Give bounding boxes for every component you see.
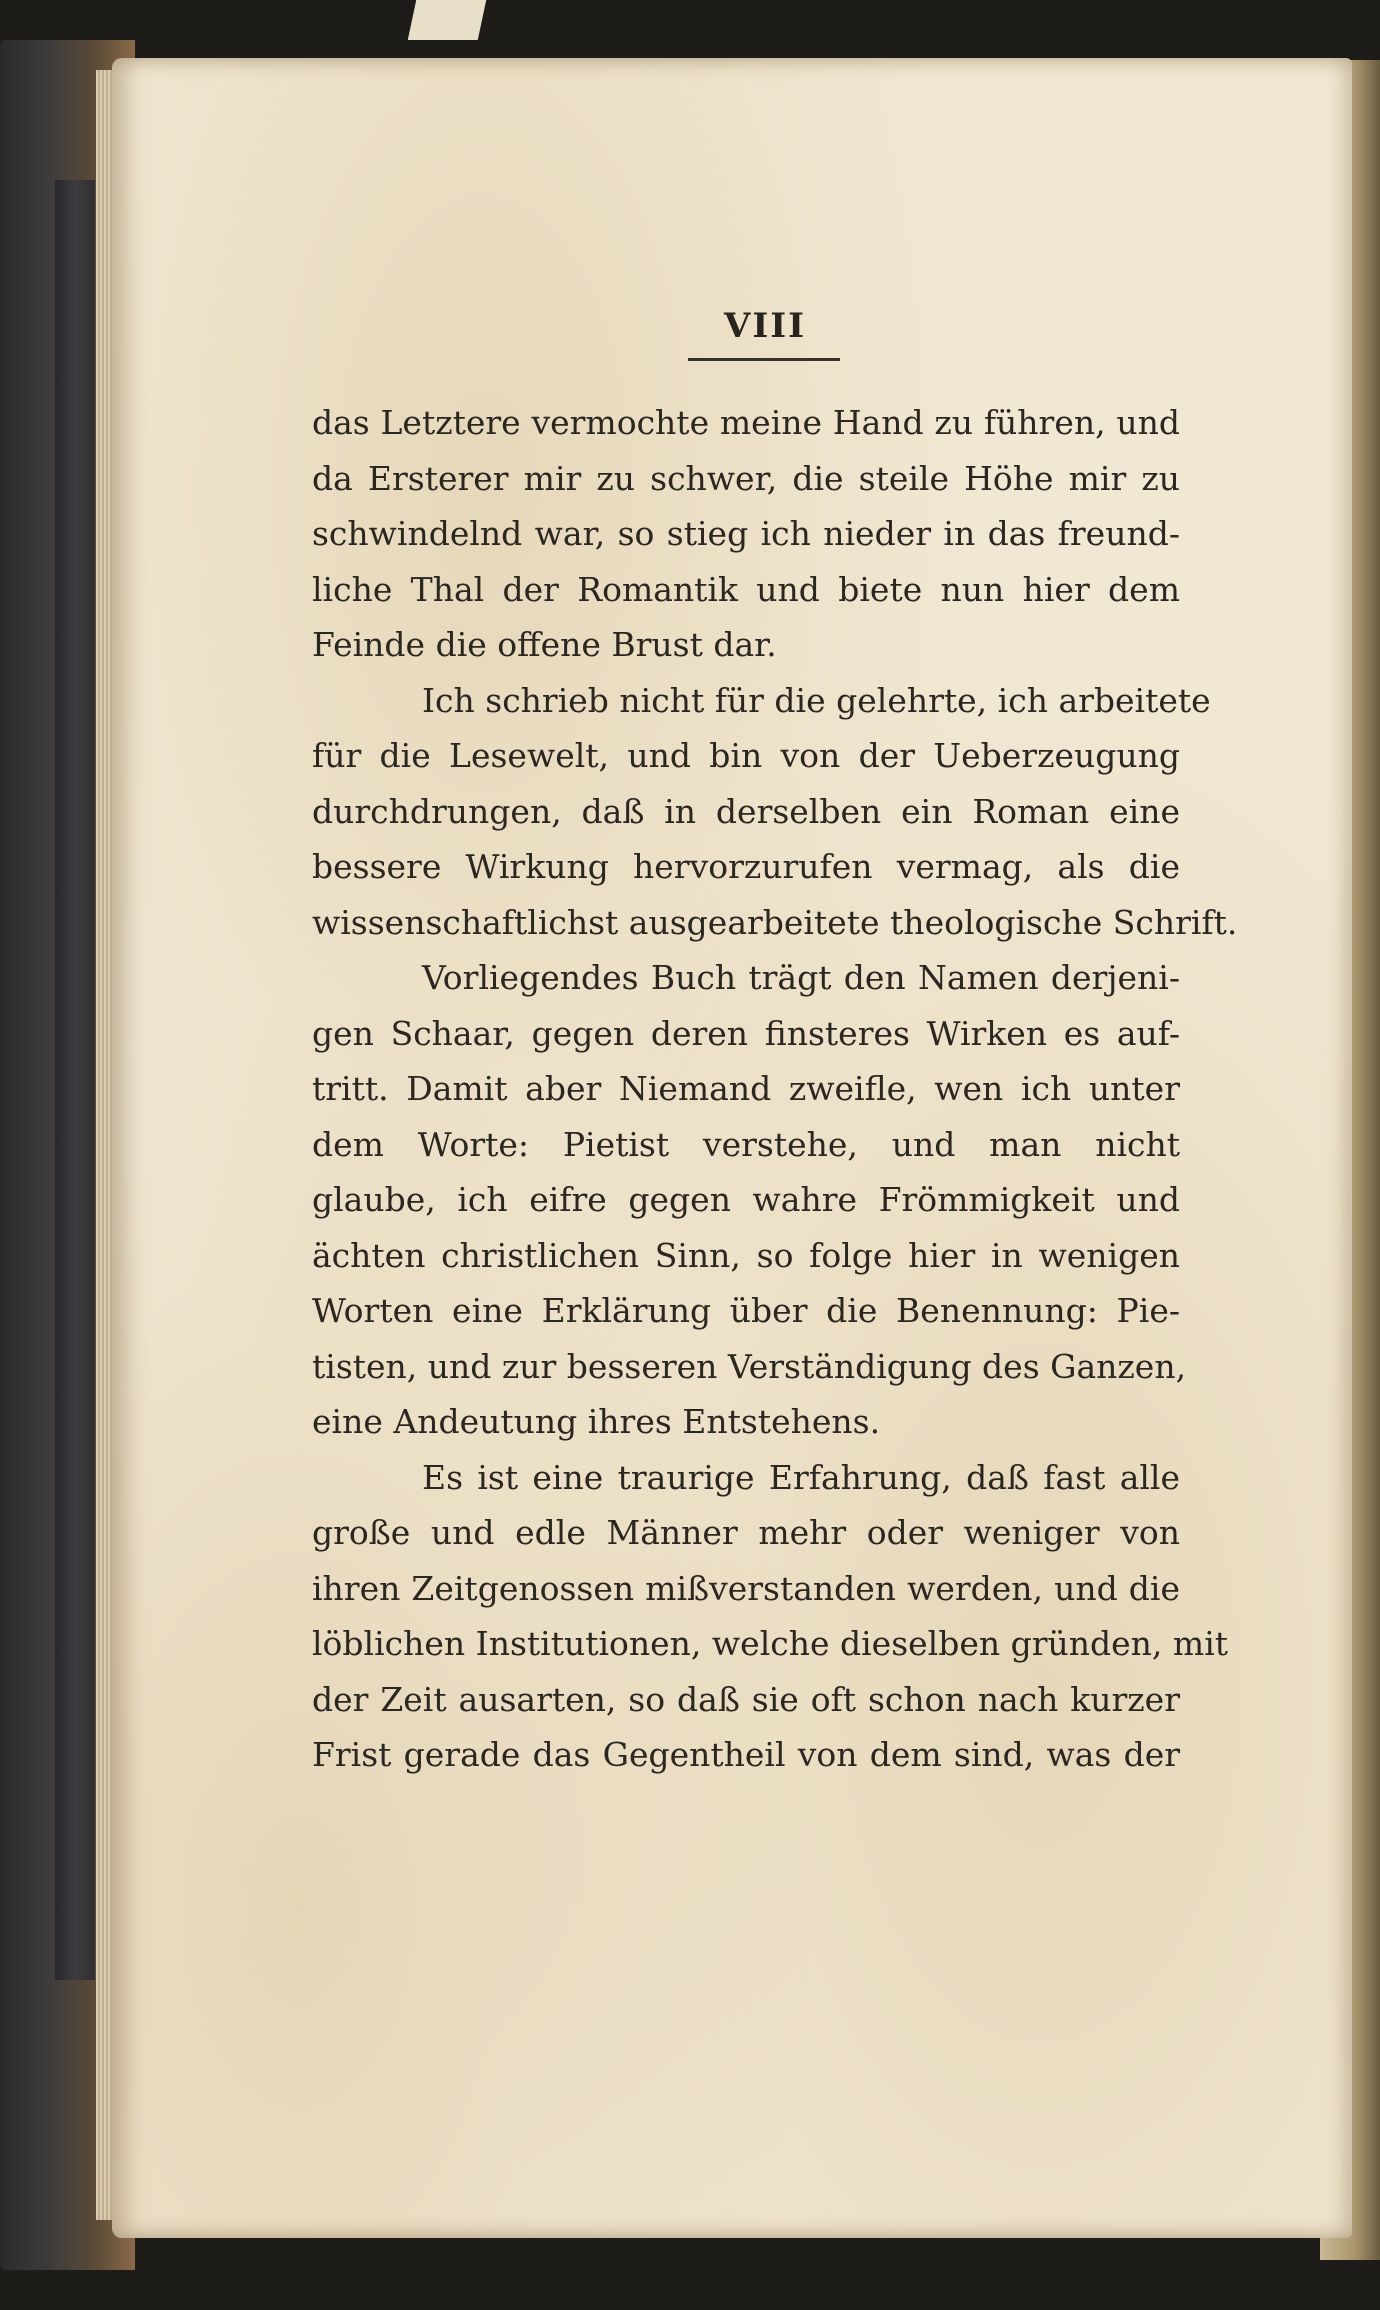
text-line: Vorliegendes Buch trägt den Namen derjeni- [422,958,1180,997]
text-line: der Zeit ausarten, so daß sie oft schon nach kurzer [312,1679,1180,1719]
page-number: VIII [723,306,807,346]
text-line: große und edle Männer mehr oder weniger von [312,1513,1180,1552]
text-line: durchdrungen, daß in derselben ein Roman eine [312,791,1180,831]
text-line: tisten, und zur besseren Verständigung des Ganzen, [312,1346,1187,1386]
text-line: eine Andeutung ihres Entstehens. [312,1402,881,1441]
text-line: glaube, ich eifre gegen wahre Frömmigkeit und [312,1180,1180,1219]
page-body-text [312,395,1238,1783]
text-line: Frist gerade das Gegentheil von dem sind, was der [312,1735,1180,1774]
text-line: dem Worte: Pietist verstehe, und man nicht [312,1124,1180,1164]
text-line: Ich schrieb nicht für die gelehrte, ich arbeitete [422,680,1211,720]
text-line: wissenschaftlichst ausgearbeitete theologische Schrift. [312,902,1238,942]
text-line: schwindelnd war, so stieg ich nieder in das freund- [312,514,1180,553]
text-line: das Letztere vermochte meine Hand zu führen, und [312,403,1180,442]
text-line: tritt. Damit aber Niemand zweifle, wen ich unter [312,1069,1180,1108]
text-line: ihren Zeitgenossen mißverstanden werden, und die [312,1568,1180,1608]
text-line: ächten christlichen Sinn, so folge hier in wenigen [312,1235,1180,1275]
text-line: liche Thal der Romantik und biete nun hier dem [312,569,1180,609]
text-line: Es ist eine traurige Erfahrung, daß fast alle [422,1457,1180,1497]
text-line: löblichen Institutionen, welche dieselben gründen, mit [312,1624,1229,1663]
text-line: bessere Wirkung hervorzurufen vermag, als die [312,847,1180,886]
text-line: Feinde die offene Brust dar. [312,625,777,664]
text-line: gen Schaar, gegen deren finsteres Wirken es auf- [312,1013,1180,1053]
bookmark-ribbon [408,0,487,40]
cover-spine-edge [55,180,95,1980]
header-rule [688,358,840,361]
text-line: Worten eine Erklärung über die Benennung: Pie- [312,1291,1180,1330]
text-line: für die Lesewelt, und bin von der Ueberzeugung [312,736,1180,775]
text-line: da Ersterer mir zu schwer, die steile Höhe mir zu [312,458,1180,498]
